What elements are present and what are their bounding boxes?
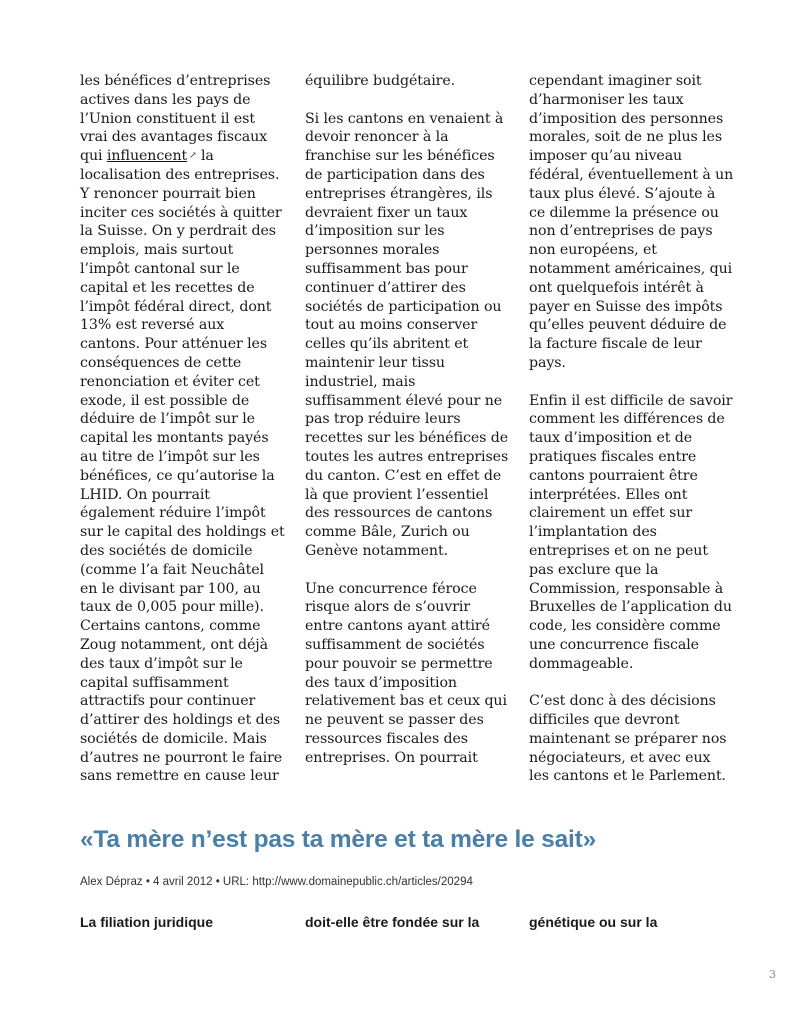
paragraph: équilibre budgétaire. [305, 73, 456, 89]
paragraph: C’est donc à des décisions difficiles que devront maintenant se préparer nos négociateurs, et avec eux les cantons et le Parlement. [529, 693, 727, 785]
lead-text-column-3: génétique ou sur la [529, 914, 658, 930]
paragraph [80, 72, 285, 786]
paragraph: cependant imaginer soit d’harmoniser les taux d’imposition des personnes morales, soit de ne plus les imposer qu’au niveau fédéral, éventuellement à un taux plus élevé. S’ajoute à ce dilemme la présence ou non d’entreprises de pays non européens, et notamment américaines, qui ont quelquefois intérêt à payer en Suisse des impôts qu’elles peuvent déduire de la facture fiscale de leur pays. [529, 73, 734, 371]
external-link-icon[interactable]: ↗ [189, 151, 197, 162]
article-byline: Alex Dépraz • 4 avril 2012 • URL: http://www.domainepublic.ch/articles/20294 [80, 876, 473, 888]
paragraph: Enfin il est difficile de savoir comment les différences de taux d’imposition et de pratiques fiscales entre cantons pourraient être interprétées. Elles ont clairement un effet sur l’implantation des entreprises et on ne peut pas exclure que la Commission, responsable à Bruxelles de l’application du code, les considère comme une concurrence fiscale dommageable. [529, 392, 733, 672]
paragraph-text: les bénéfices d’entreprises actives dans les pays de l’Union constituent il est vrai des avantages fiscaux qui [80, 73, 271, 165]
paragraph: Une concurrence féroce risque alors de s’ouvrir entre cantons ayant attiré suffisamment de sociétés pour pouvoir se permettre des taux d’imposition relativement bas et ceux qui ne peuvent se passer des ressources fiscales des entreprises. On pourrait [305, 580, 507, 766]
article-title: «Ta mère n’est pas ta mère et ta mère le sait» [80, 826, 597, 853]
text-column-1 [80, 72, 285, 805]
influencent-link[interactable]: influencent [106, 148, 188, 165]
paragraph: Si les cantons en venaient à devoir renoncer à la franchise sur les bénéfices de participation dans des entreprises étrangères, ils devraient fixer un taux d’imposition sur les personnes morales suffisamment bas pour continuer d’attirer des sociétés de participation ou tout au moins conserver celles qu’ils abritent et maintenir leur tissu industriel, mais suffisamment élevé pour ne pas trop réduire leurs recettes sur les bénéfices de toutes les autres entreprises du canton. C’est en effet de là que provient l’essentiel des ressources de cantons comme Bâle, Zurich ou Genève notamment. [305, 110, 509, 559]
paragraph-text: la localisation des entreprises. Y renoncer pourrait bien inciter ces sociétés à quitter la Suisse. On y perdrait des emplois, mais surtout l’impôt cantonal sur le capital et les recettes de l’impôt fédéral direct, dont 13% est reversé aux cantons. Pour atténuer les conséquences de cette renonciation et éviter cet exode, il est possible de déduire de l’impôt sur le capital les montants payés au titre de l’impôt sur les bénéfices, ce qu’autorise la LHID. On pourrait également réduire l’impôt sur le capital des holdings et des sociétés de domicile (comme l’a fait Neuchâtel en le divisant par 100, au taux de 0,005 pour mille). Certains cantons, comme Zoug notamment, ont déjà des taux d’impôt sur le capital suffisamment attractifs pour continuer d’attirer des holdings et des sociétés de domicile. Mais d’autres ne pourront le faire sans remettre en cause leur [80, 148, 285, 785]
text-column-3 [529, 72, 734, 805]
page-number: 3 [769, 968, 776, 981]
lead-text-column-2: doit-elle être fondée sur la [305, 914, 480, 930]
lead-text-column-1: La filiation juridique [80, 914, 213, 930]
text-column-2 [305, 72, 510, 786]
